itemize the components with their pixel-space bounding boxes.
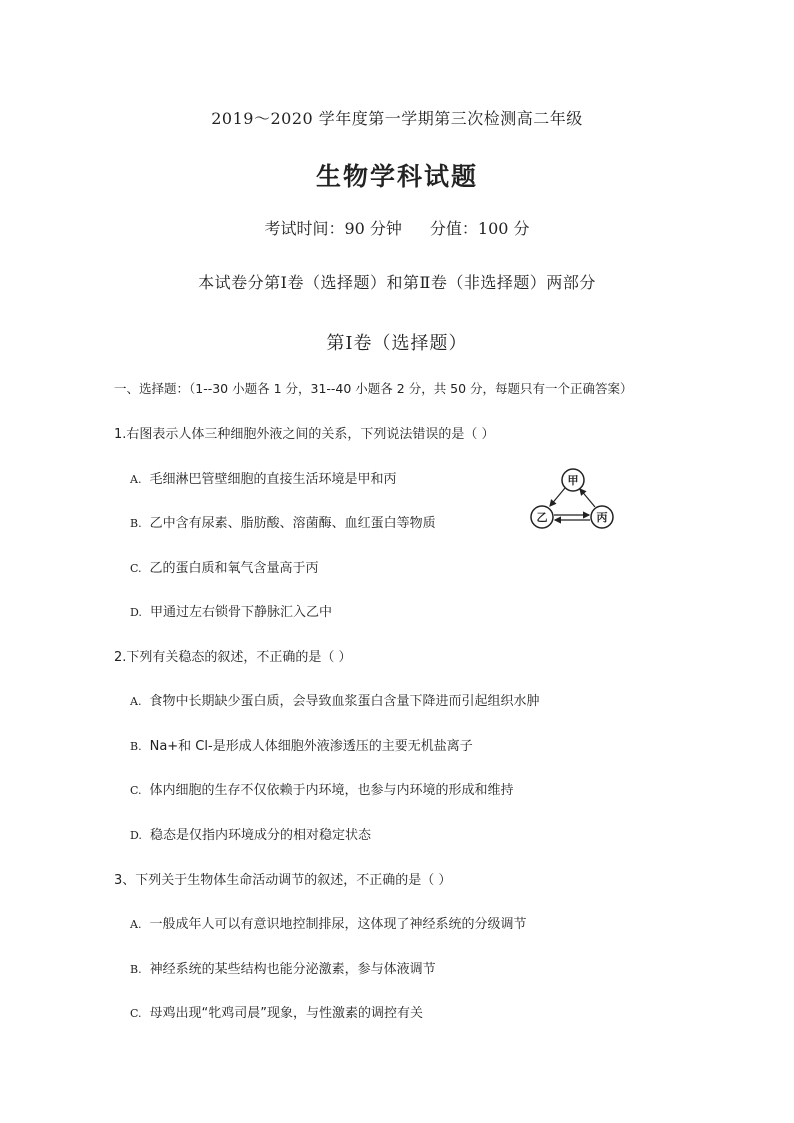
option-letter: C.	[130, 562, 142, 575]
question-1-option-a	[130, 468, 396, 487]
diagram-label-right: 丙	[596, 511, 608, 524]
question-2-stem: 2.下列有关稳态的叙述，不正确的是（ ）	[114, 650, 352, 665]
option-text: 毛细淋巴管壁细胞的直接生活环境是甲和丙	[149, 472, 397, 487]
option-letter: B.	[130, 740, 142, 753]
question-1-stem: 1.右图表示人体三种细胞外液之间的关系，下列说法错误的是（ ）	[114, 427, 495, 442]
exam-info	[0, 216, 794, 239]
question-2-option-b	[130, 735, 473, 754]
option-letter: C.	[130, 784, 142, 797]
option-text: 食物中长期缺少蛋白质，会导致血浆蛋白含量下降进而引起组织水肿	[149, 694, 540, 709]
option-text: 体内细胞的生存不仅依赖于内环境，也参与内环境的形成和维持	[149, 783, 514, 798]
option-text: 甲通过左右锁骨下静脉汇入乙中	[149, 605, 332, 620]
option-text: Na+和 Cl-是形成人体细胞外液渗透压的主要无机盐离子	[149, 739, 473, 754]
exam-time: 考试时间：90 分钟	[264, 219, 402, 238]
option-letter: B.	[130, 517, 142, 530]
page-title: 生物学科试题	[315, 162, 478, 191]
option-letter: A.	[130, 918, 142, 931]
option-text: 乙的蛋白质和氧气含量高于丙	[149, 561, 319, 576]
paper-structure-note: 本试卷分第Ⅰ卷（选择题）和第Ⅱ卷（非选择题）两部分	[198, 273, 596, 292]
option-text: 稳态是仅指内环境成分的相对稳定状态	[149, 828, 371, 843]
option-text: 一般成年人可以有意识地控制排尿，这体现了神经系统的分级调节	[149, 917, 527, 932]
exam-term-line: 2019～2020 学年度第一学期第三次检测高二年级	[211, 109, 583, 128]
option-letter: A.	[130, 695, 142, 708]
option-letter: D.	[130, 829, 142, 842]
option-letter: A.	[130, 473, 142, 486]
question-2-option-a	[130, 690, 539, 709]
option-letter: C.	[130, 1007, 142, 1020]
option-text: 乙中含有尿素、脂肪酸、溶菌酶、血红蛋白等物质	[149, 516, 436, 531]
option-letter: B.	[130, 963, 142, 976]
diagram-label-top: 甲	[567, 474, 579, 487]
question-1-option-b	[130, 512, 436, 531]
question-1-option-d	[130, 601, 332, 620]
question-3-stem: 3、下列关于生物体生命活动调节的叙述，不正确的是（ ）	[114, 873, 452, 888]
question-3-option-b	[130, 958, 436, 977]
arrow-right-to-top	[580, 489, 595, 507]
question-3-option-a	[130, 913, 526, 932]
option-text: 神经系统的某些结构也能分泌激素，参与体液调节	[149, 962, 436, 977]
arrow-top-to-left	[550, 488, 565, 506]
option-letter: D.	[130, 606, 142, 619]
question-2-option-c	[130, 779, 514, 798]
option-text: 母鸡出现“牝鸡司晨”现象，与性激素的调控有关	[149, 1006, 424, 1021]
question-3-option-c	[130, 1002, 423, 1021]
exam-score: 分值：100 分	[429, 219, 530, 238]
question-2-option-d	[130, 824, 371, 843]
diagram-label-left: 乙	[536, 511, 548, 524]
section-title: 第Ⅰ卷（选择题）	[326, 333, 468, 354]
body-fluid-diagram	[528, 466, 618, 534]
question-1-option-c	[130, 557, 319, 576]
section-instruction: 一、选择题：（1--30 小题各 1 分，31--40 小题各 2 分，共 50 分，每题只有一个正确答案）	[114, 381, 633, 396]
